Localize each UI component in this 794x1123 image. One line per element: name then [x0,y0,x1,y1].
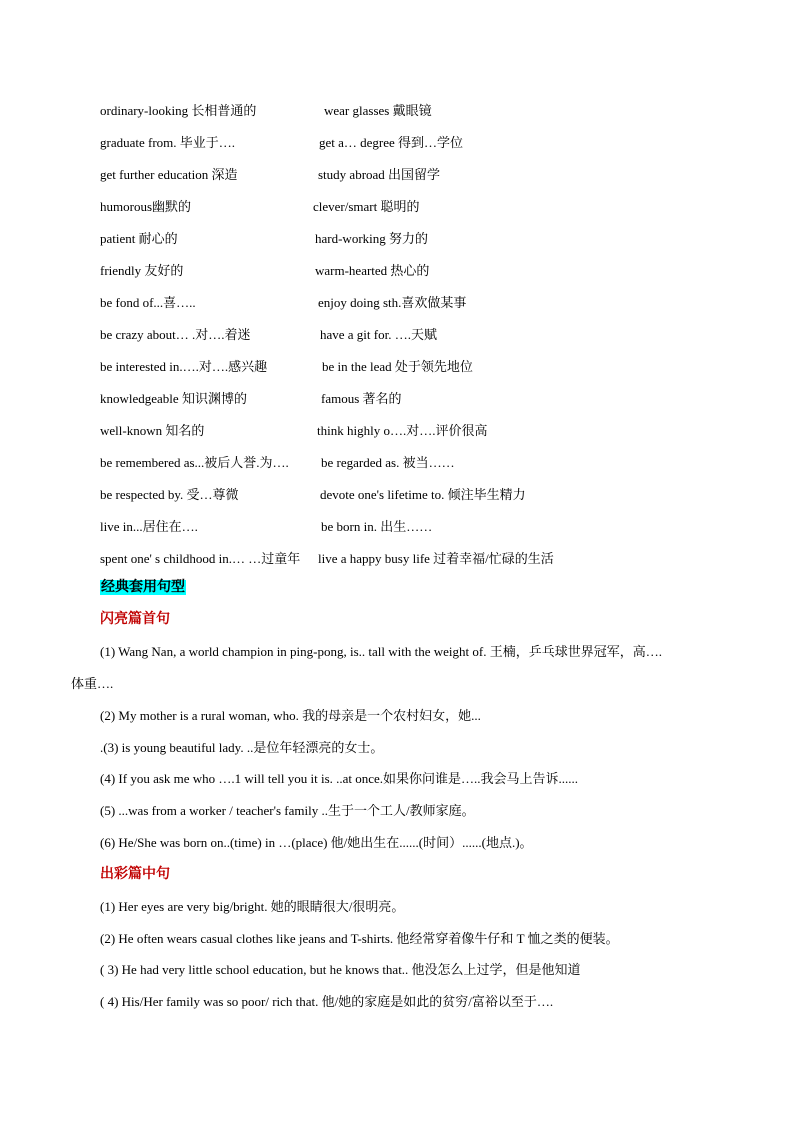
vocab-row [100,131,760,163]
vocab-right: wear glasses 戴眼镜 [324,103,432,118]
vocab-row [100,355,760,387]
vocab-row [100,419,760,451]
vocab-left: spent one' s childhood in.… …过童年 [100,551,301,566]
vocab-row [100,99,760,131]
vocab-right: hard-working 努力的 [315,231,429,246]
vocab-left: be respected by. 受…尊微 [100,487,239,502]
vocab-left: graduate from. 毕业于…. [100,135,236,150]
opening-sentence-6: (6) He/She was born on..(time) in …(place) 他/她出生在......(时间）......(地点.)。 [100,835,533,850]
middle-heading: 出彩篇中句 [100,867,170,882]
vocab-right: enjoy doing sth.喜欢做某事 [318,295,467,310]
vocab-row [100,515,760,547]
section-title-text: 经典套用句型 [101,580,185,595]
section-title [100,577,186,599]
vocab-right: be regarded as. 被当…… [321,455,455,470]
vocab-row [100,291,760,323]
vocab-row [100,323,760,355]
vocab-left: well-known 知名的 [100,423,205,438]
vocab-row [100,163,760,195]
vocab-row [100,227,760,259]
middle-sentence-2: (2) He often wears casual clothes like jeans and T-shirts. 他经常穿着像牛仔和 T 恤之类的便装。 [100,931,619,946]
vocab-row [100,483,760,515]
opening-sentence-1-cont: 体重…. [71,676,114,691]
vocab-left: humorous幽默的 [100,199,192,214]
vocab-right: warm-hearted 热心的 [315,263,430,278]
vocab-right: be in the lead 处于领先地位 [322,359,473,374]
vocab-left: be fond of...喜….. [100,295,196,310]
vocab-left: ordinary-looking 长相普通的 [100,103,257,118]
vocab-left: knowledgeable 知识渊博的 [100,391,247,406]
vocab-right: get a… degree 得到…学位 [319,135,464,150]
vocab-row [100,547,760,579]
vocab-right: study abroad 出国留学 [318,167,441,182]
vocab-row [100,387,760,419]
vocab-left: be remembered as...被后人誉.为…. [100,455,289,470]
vocab-left: get further education 深造 [100,167,238,182]
vocab-row [100,451,760,483]
opening-heading: 闪亮篇首句 [100,612,170,627]
vocab-right: live a happy busy life 过着幸福/忙碌的生活 [318,551,554,566]
vocab-left: patient 耐心的 [100,231,178,246]
vocab-right: think highly o….对….评价很高 [317,423,488,438]
middle-sentence-1: (1) Her eyes are very big/bright. 她的眼睛很大/很明亮。 [100,899,405,914]
opening-sentence-4: (4) If you ask me who ….1 will tell you it is. ..at once.如果你问谁是…..我会马上告诉...... [100,771,579,786]
middle-sentence-4: ( 4) His/Her family was so poor/ rich that. 他/她的家庭是如此的贫穷/富裕以至于…. [100,994,554,1009]
vocab-left: be crazy about… .对….着迷 [100,327,251,342]
vocab-right: be born in. 出生…… [321,519,433,534]
middle-sentence-3: ( 3) He had very little school education, but he knows that.. 他没怎么上过学，但是他知道 [100,962,581,977]
vocab-right: clever/smart 聪明的 [313,199,420,214]
vocab-right: devote one's lifetime to. 倾注毕生精力 [320,487,526,502]
opening-sentence-3: .(3) is young beautiful lady. ..是位年轻漂亮的女士。 [100,740,384,755]
vocab-left: friendly 友好的 [100,263,184,278]
vocab-row [100,195,760,227]
vocab-left: live in...居住在…. [100,519,198,534]
vocab-right: have a git for. ….天赋 [320,327,437,342]
vocab-left: be interested in.….对….感兴趣 [100,359,268,374]
opening-sentence-5: (5) ...was from a worker / teacher's family ..生于一个工人/教师家庭。 [100,803,475,818]
opening-sentence-1: (1) Wang Nan, a world champion in ping-pong, is.. tall with the weight of. 王楠，乒乓球世界冠军，高…. [100,644,662,659]
opening-sentence-2: (2) My mother is a rural woman, who. 我的母亲是一个农村妇女，她... [100,708,481,723]
vocab-right: famous 著名的 [321,391,402,406]
vocab-row [100,259,760,291]
vocabulary-list [100,99,760,579]
